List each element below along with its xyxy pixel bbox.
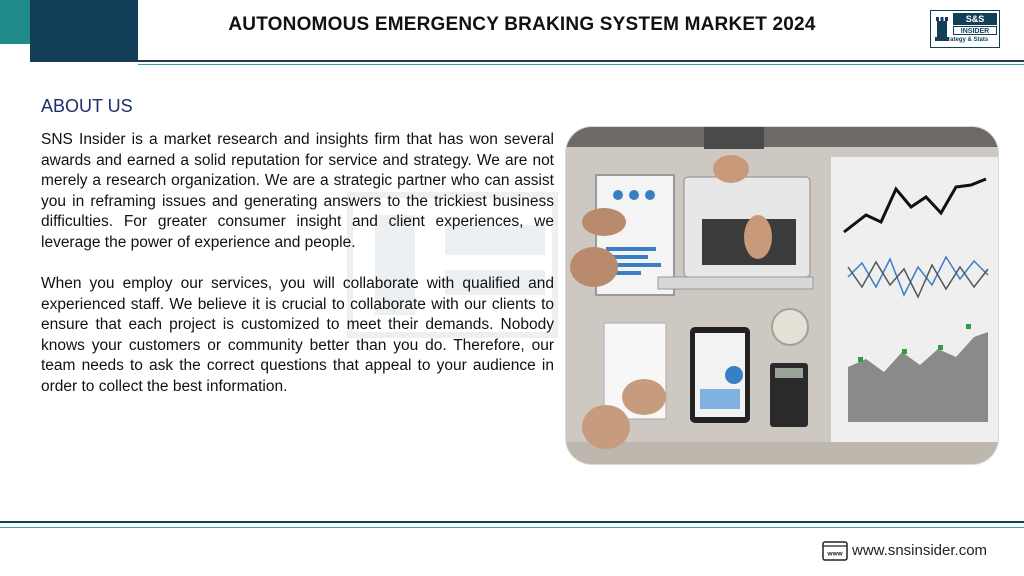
- logo-tagline: Strategy & Stats: [941, 37, 989, 43]
- website-link[interactable]: www.snsinsider.com: [852, 542, 988, 559]
- footer-divider: [0, 521, 1024, 523]
- about-paragraph-1-text: is a market research and insights firm that has won several awards and earned a solid reputation for service and strategy. We are not merely a research organization. We are a strategic partner who can assist you in reframing issues and generating answers to the trickiest business difficulties. For greater consumer insight and client experiences, we leverage the power of experience and people.: [41, 131, 554, 251]
- www-icon-label: www: [827, 550, 843, 558]
- about-body: [41, 130, 554, 418]
- footer-divider-thin: [0, 527, 1024, 528]
- corner-accent-navy: [30, 0, 138, 62]
- header-divider-thin: [138, 64, 1024, 65]
- corner-accent-teal: [0, 0, 30, 44]
- section-heading: ABOUT US: [41, 96, 133, 116]
- company-logo: [930, 10, 1000, 48]
- header-divider: [138, 60, 1024, 62]
- logo-brand: S&S: [953, 13, 997, 25]
- www-browser-icon: [822, 541, 848, 561]
- photo-illustration: [566, 127, 998, 464]
- logo-subtitle: INSIDER: [953, 26, 997, 35]
- business-meeting-photo: [566, 127, 998, 464]
- about-paragraph-2: When you employ our services, you will collaborate with qualified and experienced staff. We believe it is crucial to collaborate with our clients to ensure that each project is customized to meet their demands. Nobody knows your customers or community better than you do. Therefore, our team needs to ask the correct questions that appeal to your audience in order to collect the best information.: [41, 275, 554, 395]
- page-title: AUTONOMOUS EMERGENCY BRAKING SYSTEM MARKET 2024: [228, 14, 816, 35]
- company-name: SNS Insider: [41, 131, 126, 148]
- about-paragraph-1: [41, 130, 554, 253]
